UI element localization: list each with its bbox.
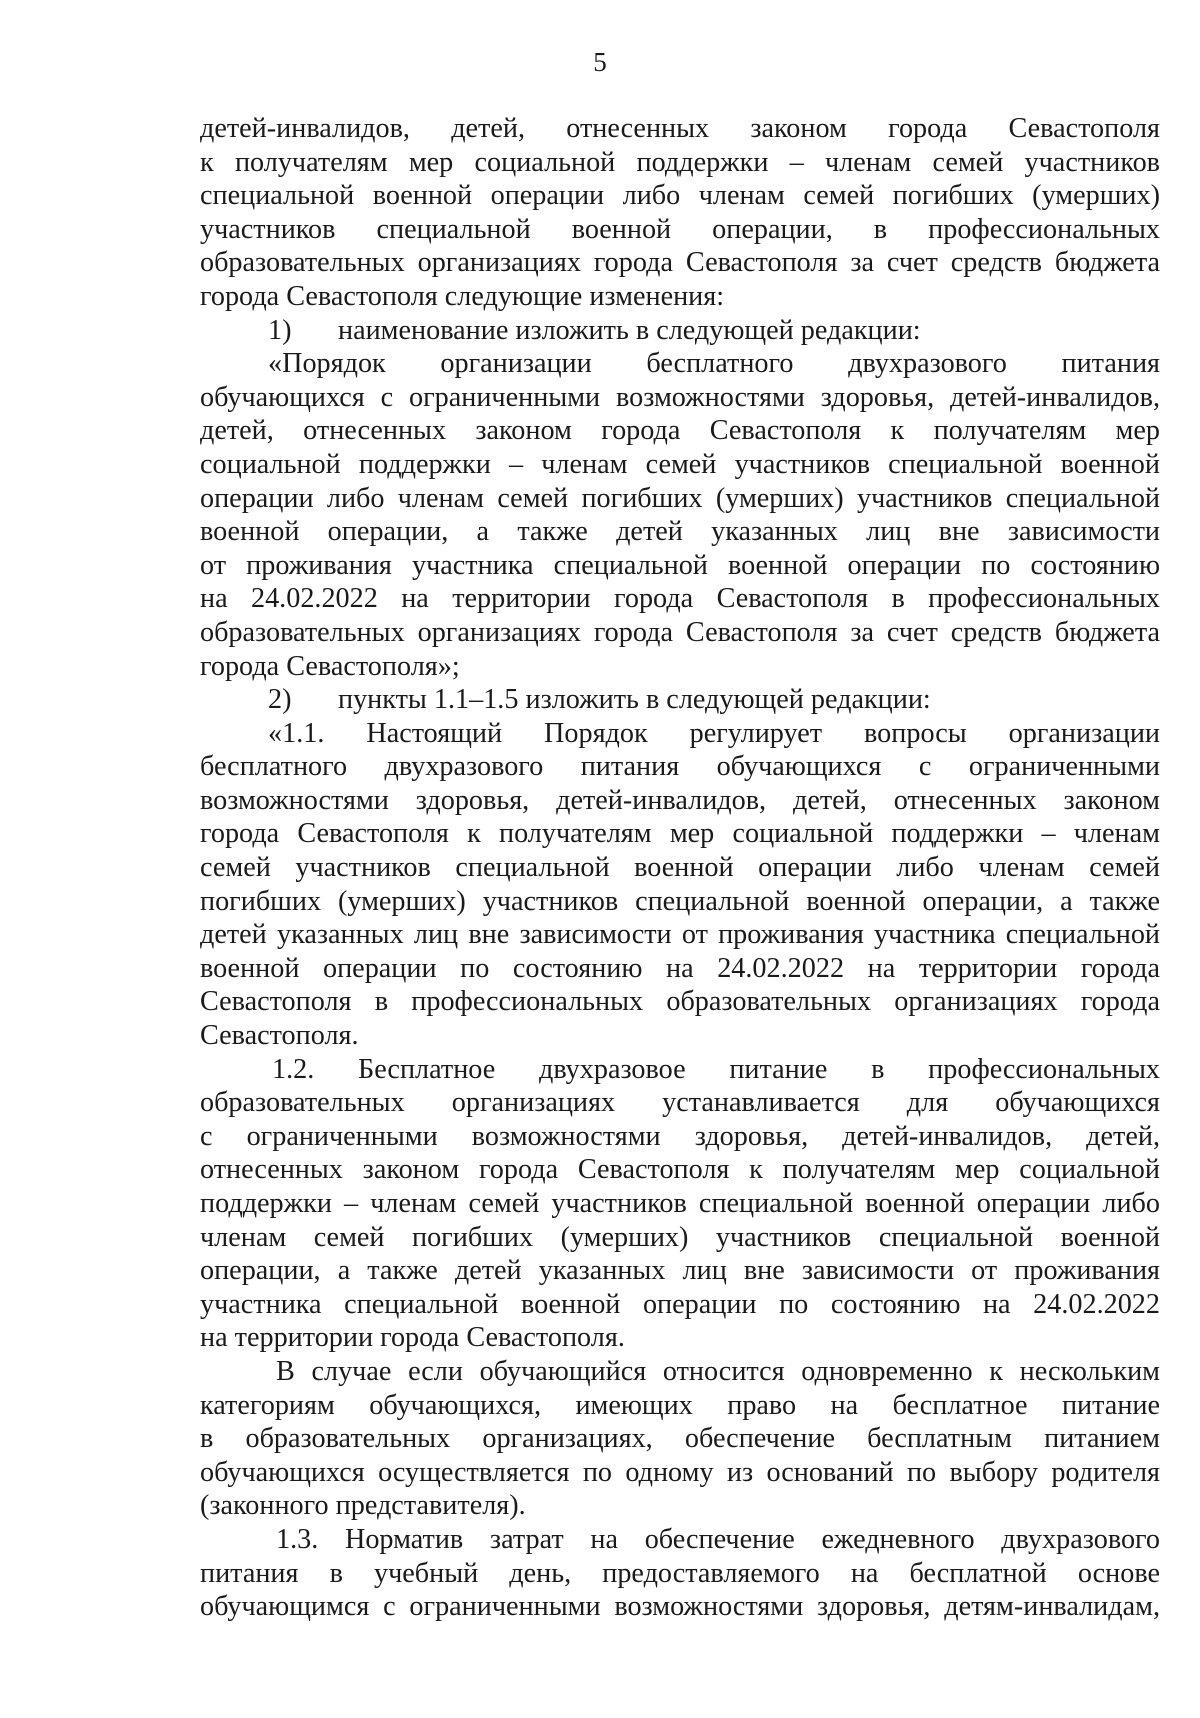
text-line: обучающихся осуществляется по одному из оснований по выбору родителя: [200, 1456, 1160, 1488]
text-line: операции либо членам семей погибших (умерших) участников специальной: [200, 482, 1160, 514]
text-line: специальной военной операции либо членам семей погибших (умерших): [200, 180, 1160, 212]
text-line: участника специальной военной операции по состоянию на 24.02.2022: [200, 1288, 1160, 1320]
text-line: обучающихся с ограниченными возможностями здоровья, детей-инвалидов,: [200, 381, 1160, 413]
text-line: погибших (умерших) участников специальной военной операции, а также: [200, 885, 1160, 917]
text-line: города Севастополя к получателям мер социальной поддержки – членам: [200, 818, 1160, 850]
text-line: участников специальной военной операции, в профессиональных: [200, 213, 1160, 245]
text-line: семей участников специальной военной операции либо членам семей: [200, 852, 1160, 884]
text-line: военной операции, а также детей указанных лиц вне зависимости: [200, 516, 1160, 548]
list-item-2: [200, 683, 1160, 717]
text-line: «Порядок организации бесплатного двухразового питания: [268, 348, 1160, 380]
text-line: 1.2. Бесплатное двухразовое питание в профессиональных: [272, 1053, 1160, 1085]
text-line: (законного представителя).: [200, 1490, 526, 1522]
text-line: детей указанных лиц вне зависимости от проживания участника специальной: [200, 919, 1160, 951]
list-item-1: [200, 314, 1160, 348]
text-line: на 24.02.2022 на территории города Севастополя в профессиональных: [200, 583, 1160, 615]
text-line: возможностями здоровья, детей-инвалидов, детей, отнесенных законом: [200, 784, 1160, 816]
list-marker: 1): [268, 314, 292, 346]
text-line: В случае если обучающийся относится одновременно к нескольким: [276, 1355, 1160, 1387]
text-line: города Севастополя»;: [200, 650, 460, 682]
page-number: 5: [593, 47, 607, 77]
text-line: образовательных организациях устанавливается для обучающихся: [200, 1087, 1160, 1119]
list-item-text: наименование изложить в следующей редакции:: [338, 314, 921, 346]
text-line: отнесенных законом города Севастополя к получателям мер социальной: [200, 1154, 1160, 1186]
list-marker: 2): [268, 684, 292, 716]
text-line: города Севастополя следующие изменения:: [200, 280, 725, 312]
text-line: Севастополя.: [200, 1020, 359, 1052]
text-line: 1.3. Норматив затрат на обеспечение ежедневного двухразового: [276, 1523, 1160, 1555]
text-line: детей, отнесенных законом города Севастополя к получателям мер: [200, 415, 1160, 447]
text-line: детей-инвалидов, детей, отнесенных законом города Севастополя: [200, 113, 1160, 144]
text-line: образовательных организациях города Севастополя за счет средств бюджета: [200, 247, 1160, 279]
text-line: социальной поддержки – членам семей участников специальной военной: [200, 448, 1160, 480]
text-line: образовательных организациях города Севастополя за счет средств бюджета: [200, 616, 1160, 648]
text-line: от проживания участника специальной военной операции по состоянию: [200, 549, 1160, 581]
text-line: к получателям мер социальной поддержки – членам семей участников: [200, 146, 1160, 178]
text-line: питания в учебный день, предоставляемого на бесплатной основе: [200, 1557, 1160, 1589]
text-line: категориям обучающихся, имеющих право на бесплатное питание: [200, 1389, 1160, 1421]
text-line: с ограниченными возможностями здоровья, детей-инвалидов, детей,: [200, 1120, 1160, 1152]
text-line: обучающимся с ограниченными возможностями здоровья, детям-инвалидам,: [200, 1591, 1160, 1623]
document-body: [200, 112, 1160, 1624]
text-line: членам семей погибших (умерших) участников специальной военной: [200, 1221, 1160, 1253]
text-line: на территории города Севастополя.: [200, 1322, 625, 1354]
text-line: в образовательных организациях, обеспечение бесплатным питанием: [200, 1423, 1160, 1455]
list-item-text: пункты 1.1–1.5 изложить в следующей редакции:: [338, 684, 931, 716]
text-line: «1.1. Настоящий Порядок регулирует вопросы организации: [268, 717, 1160, 749]
text-line: операции, а также детей указанных лиц вне зависимости от проживания: [200, 1255, 1160, 1287]
text-line: бесплатного двухразового питания обучающихся с ограниченными: [200, 751, 1160, 783]
text-line: военной операции по состоянию на 24.02.2022 на территории города: [200, 952, 1160, 984]
text-line: поддержки – членам семей участников специальной военной операции либо: [200, 1188, 1160, 1219]
text-line: Севастополя в профессиональных образовательных организациях города: [200, 986, 1160, 1018]
